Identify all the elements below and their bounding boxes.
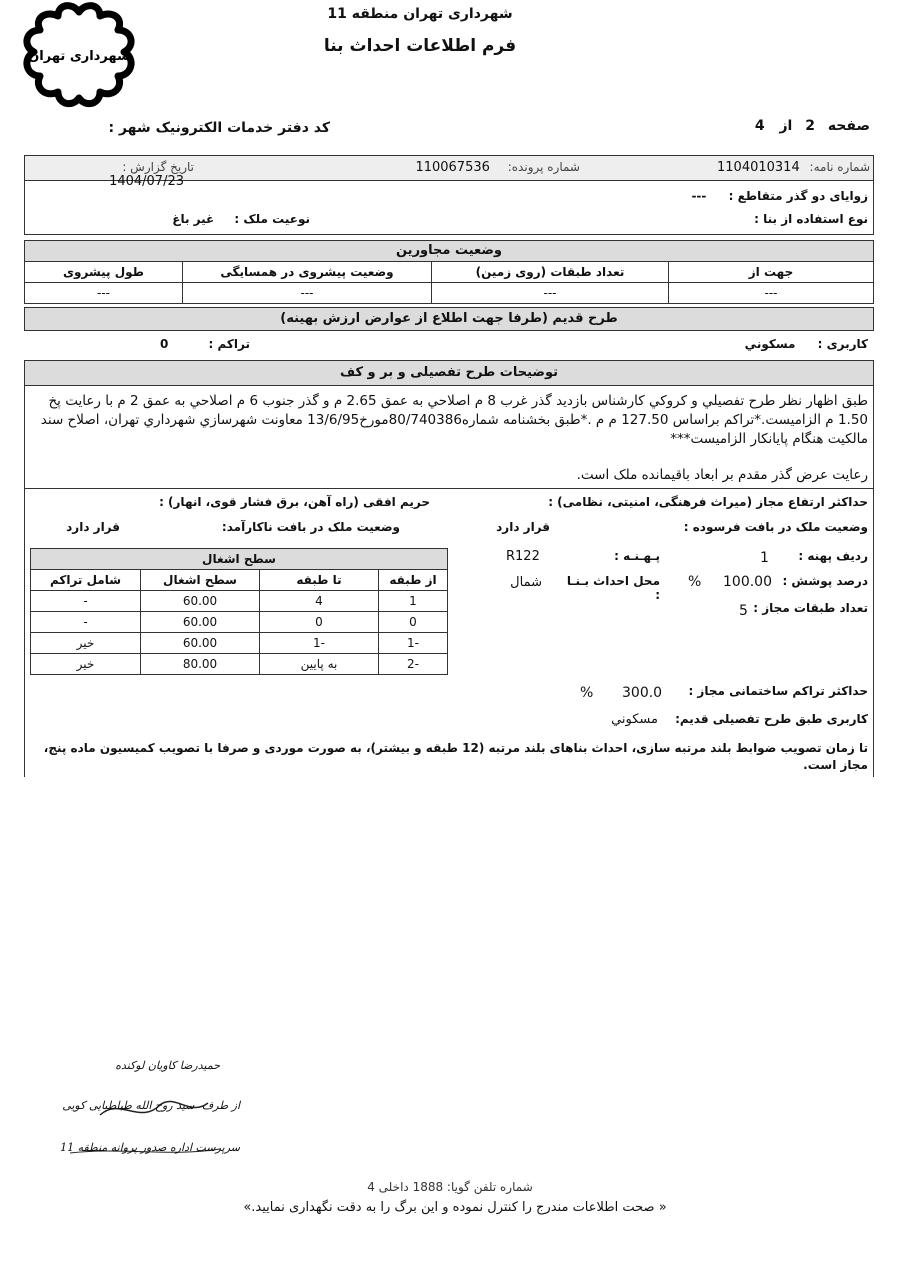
detail-plan-title: توضیحات طرح تفصیلی و بر و کف: [24, 360, 874, 386]
occupancy-title: سطح اشغال: [31, 549, 448, 570]
table-row: --- --- --- ---: [25, 283, 874, 304]
inefficient-fabric-status: وضعیت ملک در بافت ناکارآمد:: [221, 520, 400, 534]
coverage-unit: %: [688, 574, 702, 590]
col-floors: تعداد طبقات (روی زمین): [432, 262, 669, 283]
old-plan-density: تراکم : 0: [160, 337, 250, 351]
location-label: محل احداث بـنـا :: [566, 574, 660, 602]
page-current: 2: [805, 118, 815, 134]
neighbors-table: [24, 261, 874, 304]
horizontal-buffer: حریم افقی (راه آهن، برق فشار قوی، انهار) :: [159, 495, 430, 509]
footer-phone: شماره تلفن گویا: 1888 داخلی 4: [367, 1180, 533, 1194]
usage-type: نوع استفاده از بنا :: [754, 212, 868, 226]
file-number: شماره پرونده: 110067536: [415, 160, 580, 175]
frame-left-line: [24, 489, 25, 777]
old-plan-title: طرح قدیم (طرفا جهت اطلاع از عوارض ارزش بهینه): [24, 307, 874, 331]
col-projection-status: وضعیت پیشروی در همسایگی: [183, 262, 432, 283]
page-total: 4: [754, 118, 765, 134]
report-date: تاریخ گزارش : 1404/07/23: [109, 160, 194, 189]
page-of: از: [779, 118, 793, 134]
zone-value: R122: [506, 549, 540, 564]
coverage-label: درصد پوشش :: [782, 574, 868, 588]
zone-row-label: ردیف پهنه :: [798, 549, 868, 563]
eservice-office-code: کد دفتر خدمات الکترونیک شهر :: [108, 120, 330, 136]
table-row: 1 4 60.00 -: [31, 591, 448, 612]
col-direction: جهت از: [669, 262, 874, 283]
footer-notice: « صحت اطلاعات مندرج را کنترل نموده و این برگ را به دقت نگهداری نمایید.»: [243, 1200, 667, 1215]
page-label: صفحه: [827, 118, 870, 134]
table-header-row: [31, 570, 448, 591]
detail-plan-note: رعایت عرض گذر مقدم بر ابعاد باقیمانده ملک است.: [576, 467, 868, 483]
table-row: 0 0 60.00 -: [31, 612, 448, 633]
inefficient-fabric-value: قرار دارد: [66, 520, 120, 534]
max-density-value: 300.0: [622, 685, 663, 701]
municipality-logo: [20, 2, 138, 108]
allowed-floors-value: 5: [739, 603, 748, 619]
coverage-value: 100.00: [723, 574, 772, 590]
col-occupancy: سطح اشغال: [141, 570, 260, 591]
old-plan-usage: کاربری : مسکوني: [744, 337, 868, 351]
svg-text:شهرداری تهران: شهرداری تهران: [28, 49, 130, 64]
signature: [40, 1055, 240, 1165]
max-height: حداکثر ارتفاع مجاز (میراث فرهنگی، امنیتی، نظامی) :: [548, 495, 868, 509]
col-from-floor: از طبقه: [379, 570, 448, 591]
worn-fabric-status: وضعیت ملک در بافت فرسوده :: [683, 520, 868, 534]
old-detail-usage-label: کاربری طبق طرح تفصیلی قدیم:: [675, 712, 868, 726]
occupancy-table: [30, 548, 448, 675]
col-projection-length: طول پیشروی: [25, 262, 183, 283]
frame-right-line: [873, 489, 874, 777]
letter-number: شماره نامه: 1104010314: [717, 160, 870, 175]
zone-label: پـهـنـه :: [614, 549, 660, 563]
signature-role: سرپرست اداره صدور پروانه منطقه 11: [60, 1141, 240, 1154]
max-density-label: حداکثر تراکم ساختمانی مجاز :: [688, 684, 868, 698]
table-header-row: [25, 262, 874, 283]
table-row: -1 -1 60.00 خیر: [31, 633, 448, 654]
col-to-floor: تا طبقه: [260, 570, 379, 591]
old-detail-usage-value: مسکوني: [611, 712, 658, 727]
location-value: شمال: [510, 575, 542, 590]
zone-row-value: 1: [760, 550, 769, 566]
signature-on-behalf: از طرف سید روح الله طباطبایی کویی: [62, 1099, 240, 1112]
signature-name: حمیدرضا کاویان لوکنده: [115, 1059, 220, 1072]
worn-fabric-value: قرار دارد: [496, 520, 550, 534]
table-row: -2 به پایین 80.00 خیر: [31, 654, 448, 675]
municipality-name: شهرداری تهران منطقه 11: [327, 6, 513, 22]
neighbors-title: وضعیت مجاورین: [24, 240, 874, 262]
page-indicator: [740, 118, 870, 134]
allowed-floors-label: تعداد طبقات مجاز :: [753, 601, 868, 615]
detail-plan-text: طبق اظهار نظر طرح تفصیلي و کروکي کارشناس بازدید گذر غرب 8 م اصلاحي به عمق 2.65 م و گذر جنوب 6 م اصلاحي به عمق 2 م با رعایت پخ 1.50 م الزامیست.*تراکم براساس 127.50 م م .*طبق بخشنامه شماره80/740386مورخ13/6/95 معاونت شهرسازي شهرداري تهران، اصلاح سند مالکیت هنگام پایانکار الزامیست***: [40, 393, 868, 447]
high-rise-note: تا زمان تصویب ضوابط بلند مرتبه سازی، احداث بناهای بلند مرتبه (12 طبقه و بیشتر)، به صورت موردی و صرفا با تصویب کمیسیون ماده پنج، مجاز است.: [43, 741, 868, 772]
col-includes-density: شامل تراکم: [31, 570, 141, 591]
intersection-angles: زوایای دو گذر متقاطع : ---: [691, 189, 868, 203]
form-title: فرم اطلاعات احداث بنا: [323, 36, 517, 56]
max-density-unit: %: [580, 685, 594, 701]
property-type: نوعیت ملک : غیر باغ: [172, 212, 310, 226]
